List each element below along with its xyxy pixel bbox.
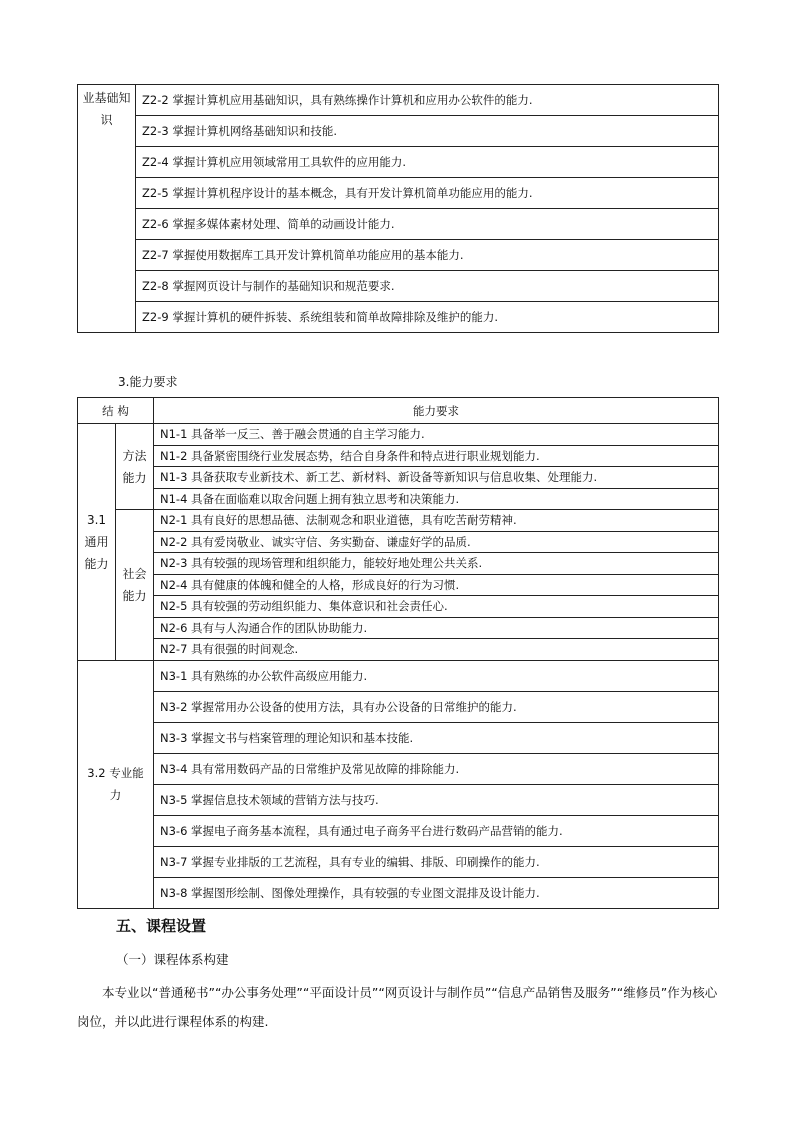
table-row — [78, 660, 719, 691]
table-row — [78, 85, 719, 116]
table-row — [78, 784, 719, 815]
professional-ability-label: 3.2 专业能力 — [78, 660, 154, 908]
table-cell: Z2-4 掌握计算机应用领域常用工具软件的应用能力. — [136, 147, 719, 178]
section-5-title: 五、课程设置 — [116, 917, 207, 935]
table-row — [78, 178, 719, 209]
table-cell: Z2-5 掌握计算机程序设计的基本概念，具有开发计算机简单功能应用的能力. — [136, 178, 719, 209]
table-cell: N2-5 具有较强的劳动组织能力、集体意识和社会责任心. — [154, 596, 719, 618]
social-ability-label: 社会能力 — [116, 510, 154, 661]
table-cell: Z2-8 掌握网页设计与制作的基础知识和规范要求. — [136, 271, 719, 302]
table-cell: N2-7 具有很强的时间观念. — [154, 639, 719, 661]
table-cell: Z2-7 掌握使用数据库工具开发计算机简单功能应用的基本能力. — [136, 240, 719, 271]
header-structure: 结 构 — [78, 398, 154, 424]
table-row — [78, 574, 719, 596]
body-paragraph: 本专业以“普通秘书”“办公事务处理”“平面设计员”“网页设计与制作员”“信息产品销售及服务”“维修员”作为核心岗位，并以此进行课程体系的构建. — [77, 985, 718, 1029]
table-row — [78, 488, 719, 510]
knowledge-table — [77, 84, 719, 333]
table-cell: N2-2 具有爱岗敬业、诚实守信、务实勤奋、谦虚好学的品质. — [154, 531, 719, 553]
table-row — [78, 553, 719, 575]
table-row — [78, 116, 719, 147]
table-cell: Z2-9 掌握计算机的硬件拆装、系统组装和简单故障排除及维护的能力. — [136, 302, 719, 333]
table-cell: N3-5 掌握信息技术领域的营销方法与技巧. — [154, 784, 719, 815]
knowledge-category-cell: 业基础知识 — [78, 85, 136, 333]
table-cell: N3-4 具有常用数码产品的日常维护及常见故障的排除能力. — [154, 753, 719, 784]
table-cell: Z2-6 掌握多媒体素材处理、简单的动画设计能力. — [136, 209, 719, 240]
table-row — [78, 467, 719, 489]
table-row — [78, 846, 719, 877]
table-row — [78, 753, 719, 784]
table-cell: N3-8 掌握图形绘制、图像处理操作，具有较强的专业图文混排及设计能力. — [154, 877, 719, 908]
table-row — [78, 877, 719, 908]
method-ability-label: 方法能力 — [116, 424, 154, 510]
table-cell: Z2-3 掌握计算机网络基础知识和技能. — [136, 116, 719, 147]
table-cell: N1-1 具备举一反三、善于融会贯通的自主学习能力. — [154, 424, 719, 446]
table-row — [78, 639, 719, 661]
table-row — [78, 424, 719, 446]
table-cell: N2-1 具有良好的思想品德、法制观念和职业道德，具有吃苦耐劳精神. — [154, 510, 719, 532]
section-3-title: 3.能力要求 — [118, 375, 178, 389]
table-row — [78, 445, 719, 467]
table-row — [78, 209, 719, 240]
table-row — [78, 691, 719, 722]
general-ability-label: 3.1 通用能力 — [78, 424, 116, 661]
table-cell: N3-6 掌握电子商务基本流程，具有通过电子商务平台进行数码产品营销的能力. — [154, 815, 719, 846]
table-row — [78, 147, 719, 178]
table-row — [78, 722, 719, 753]
table-cell: N3-3 掌握文书与档案管理的理论知识和基本技能. — [154, 722, 719, 753]
table-cell: N3-7 掌握专业排版的工艺流程，具有专业的编辑、排版、印刷操作的能力. — [154, 846, 719, 877]
table-cell: N3-2 掌握常用办公设备的使用方法，具有办公设备的日常维护的能力. — [154, 691, 719, 722]
table-cell: N1-2 具备紧密围绕行业发展态势，结合自身条件和特点进行职业规划能力. — [154, 445, 719, 467]
table-row — [78, 271, 719, 302]
table-cell: Z2-2 掌握计算机应用基础知识，具有熟练操作计算机和应用办公软件的能力. — [136, 85, 719, 116]
table-cell: N2-3 具有较强的现场管理和组织能力，能较好地处理公共关系. — [154, 553, 719, 575]
table-row — [78, 596, 719, 618]
table-cell: N1-4 具备在面临难以取舍问题上拥有独立思考和决策能力. — [154, 488, 719, 510]
table-row — [78, 302, 719, 333]
table-cell: N3-1 具有熟练的办公软件高级应用能力. — [154, 660, 719, 691]
table-row — [78, 510, 719, 532]
table-cell: N1-3 具备获取专业新技术、新工艺、新材料、新设备等新知识与信息收集、处理能力. — [154, 467, 719, 489]
header-requirement: 能力要求 — [154, 398, 719, 424]
table-row — [78, 240, 719, 271]
ability-table — [77, 397, 719, 909]
table-row — [78, 815, 719, 846]
table-row — [78, 617, 719, 639]
table-row — [78, 531, 719, 553]
table-header-row — [78, 398, 719, 424]
table-cell: N2-6 具有与人沟通合作的团队协助能力. — [154, 617, 719, 639]
table-cell: N2-4 具有健康的体魄和健全的人格，形成良好的行为习惯. — [154, 574, 719, 596]
section-5-subtitle: （一）课程体系构建 — [116, 952, 229, 967]
